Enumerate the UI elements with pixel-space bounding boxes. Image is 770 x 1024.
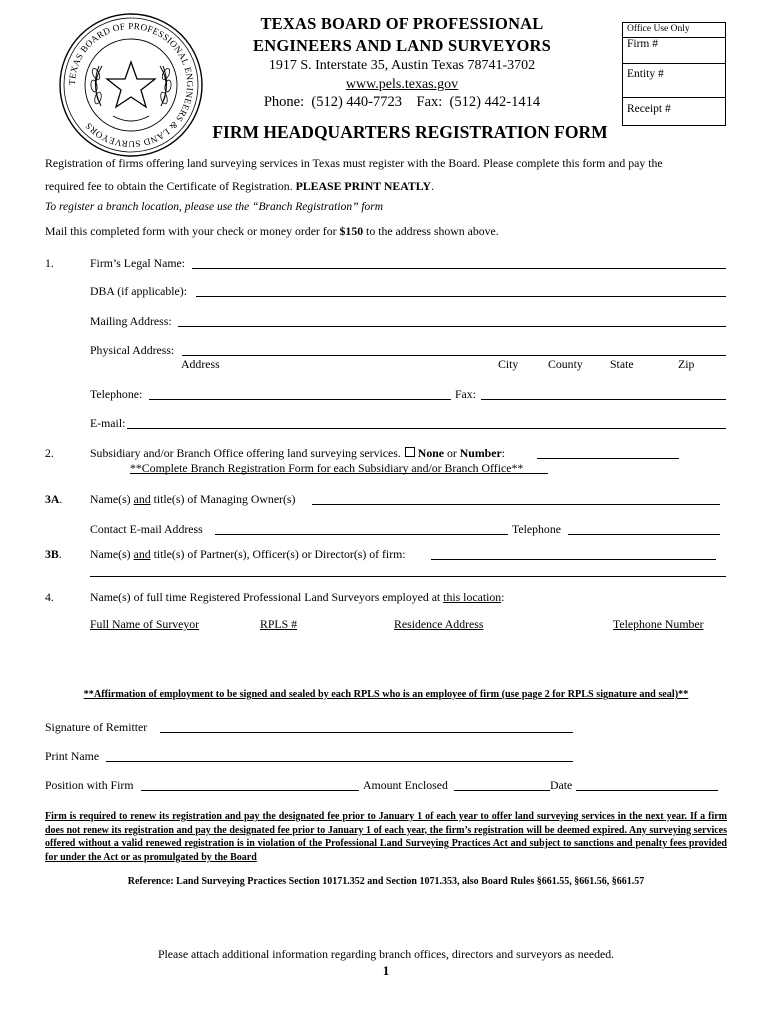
contact-email-label: Contact E-mail Address [90,522,203,536]
dba-field[interactable] [196,296,726,297]
col-residence-address: Residence Address [394,617,484,631]
section1-number: 1. [45,256,54,270]
branch-form-note: **Complete Branch Registration Form for each Subsidiary and/or Branch Office** [130,461,524,475]
dba-label: DBA (if applicable): [90,284,187,298]
section3b-number: 3B. [45,547,62,561]
branch-number-field[interactable] [537,458,679,459]
physical-address-field[interactable] [182,355,726,356]
partners-officers-label: Name(s) and title(s) of Partner(s), Officer(s) or Director(s) of firm: [90,547,406,561]
section3a-number: 3A. [45,492,63,506]
amount-enclosed-label: Amount Enclosed [363,778,448,792]
mailing-address-label: Mailing Address: [90,314,172,328]
office-use-caption: Office Use Only [627,24,690,34]
office-receipt-field: Receipt # [623,97,725,127]
telephone-label: Telephone: [90,387,143,401]
reference-note: Reference: Land Surveying Practices Section 10171.352 and Section 1071.353, also Board Rules §661.55, §661.56, §661.57 [127,876,645,887]
sub-label-state: State [610,357,634,371]
section2-number: 2. [45,446,54,460]
contact-telephone-label: Telephone [512,522,561,536]
board-seal-logo [58,12,204,158]
position-label: Position with Firm [45,778,134,792]
contact-email-field[interactable] [215,534,508,535]
print-name-field[interactable] [106,761,573,762]
mail-instructions: Mail this completed form with your check or money order for $150 to the address shown above. [45,224,499,238]
footer-note: Please attach additional information regarding branch offices, directors and surveyors as needed. [157,947,615,961]
remitter-signature-label: Signature of Remitter [45,720,148,734]
org-phone-fax: Phone: (512) 440-7723 Fax: (512) 442-1414 [263,94,541,110]
page-number: 1 [382,963,390,978]
email-field[interactable] [127,428,726,429]
position-field[interactable] [141,790,359,791]
legal-name-label: Firm’s Legal Name: [90,256,186,270]
mailing-address-field[interactable] [178,326,726,327]
org-address: 1917 S. Interstate 35, Austin Texas 78741-3702 [268,58,536,73]
managing-owner-label: Name(s) and title(s) of Managing Owner(s) [90,492,296,506]
section4-number: 4. [45,590,54,604]
physical-address-label: Physical Address: [90,343,175,357]
branch-office-question: Subsidiary and/or Branch Office offering land surveying services. None or Number: [90,446,505,460]
form-title: FIRM HEADQUARTERS REGISTRATION FORM [212,122,608,142]
surveyors-label: Name(s) of full time Registered Professional Land Surveyors employed at this location: [90,590,505,604]
managing-owner-field[interactable] [312,504,720,505]
sub-label-city: City [498,357,519,371]
renewal-warning: Firm is required to renew its registration and pay the designated fee prior to January 1 of each year to offer land surveying services in the next year. If a firm does not renew its registration and pay the designated fee prior to January 1 of each year, the firm’s registration will be deemed expired. Any surveying services offered without a valid renewed registration is in violation of the Professional Land Surveying Practices Act and subject to sanctions and penalty fees provided for under the Act or as promulgated by the Board [45,811,727,863]
branch-form-note-underline [130,473,548,474]
org-name-line1: TEXAS BOARD OF PROFESSIONAL [260,14,544,33]
office-entity-field: Entity # [623,63,725,97]
print-name-label: Print Name [45,749,100,763]
office-use-box [622,22,726,126]
sub-label-address: Address [181,357,220,371]
office-firm-field: Firm # [623,37,725,63]
fax-field[interactable] [481,399,726,400]
fax-label: Fax: [455,387,476,401]
none-checkbox[interactable] [405,447,415,457]
intro-line2: required fee to obtain the Certificate of Registration. PLEASE PRINT NEATLY. [45,179,435,193]
partners-officers-field-2[interactable] [90,576,726,577]
svg-text:TEXAS BOARD OF PROFESSIONAL EN: TEXAS BOARD OF PROFESSIONAL ENGINEERS & LAND SURVEYORS [66,20,196,150]
sub-label-zip: Zip [678,357,695,371]
col-full-name: Full Name of Surveyor [90,617,200,631]
amount-enclosed-field[interactable] [454,790,550,791]
email-label: E-mail: [90,416,126,430]
date-label: Date [550,778,573,792]
col-rpls-number: RPLS # [260,617,298,631]
remitter-signature-field[interactable] [160,732,573,733]
partners-officers-field[interactable] [431,559,716,560]
org-name-line2: ENGINEERS AND LAND SURVEYORS [253,36,551,55]
date-field[interactable] [576,790,718,791]
telephone-field[interactable] [149,399,451,400]
contact-telephone-field[interactable] [568,534,720,535]
legal-name-field[interactable] [192,268,726,269]
intro-line1: Registration of firms offering land surveying services in Texas must register with the Board. Please complete this form and pay the [45,156,663,170]
org-website-link[interactable]: www.pels.texas.gov [345,77,459,92]
sub-label-county: County [548,357,583,371]
affirmation-note: **Affirmation of employment to be signed and sealed by each RPLS who is an employee of firm (use page 2 for RPLS signature and seal)** [83,689,689,700]
col-telephone-number: Telephone Number [613,617,704,631]
branch-note: To register a branch location, please use the “Branch Registration” form [45,201,384,213]
